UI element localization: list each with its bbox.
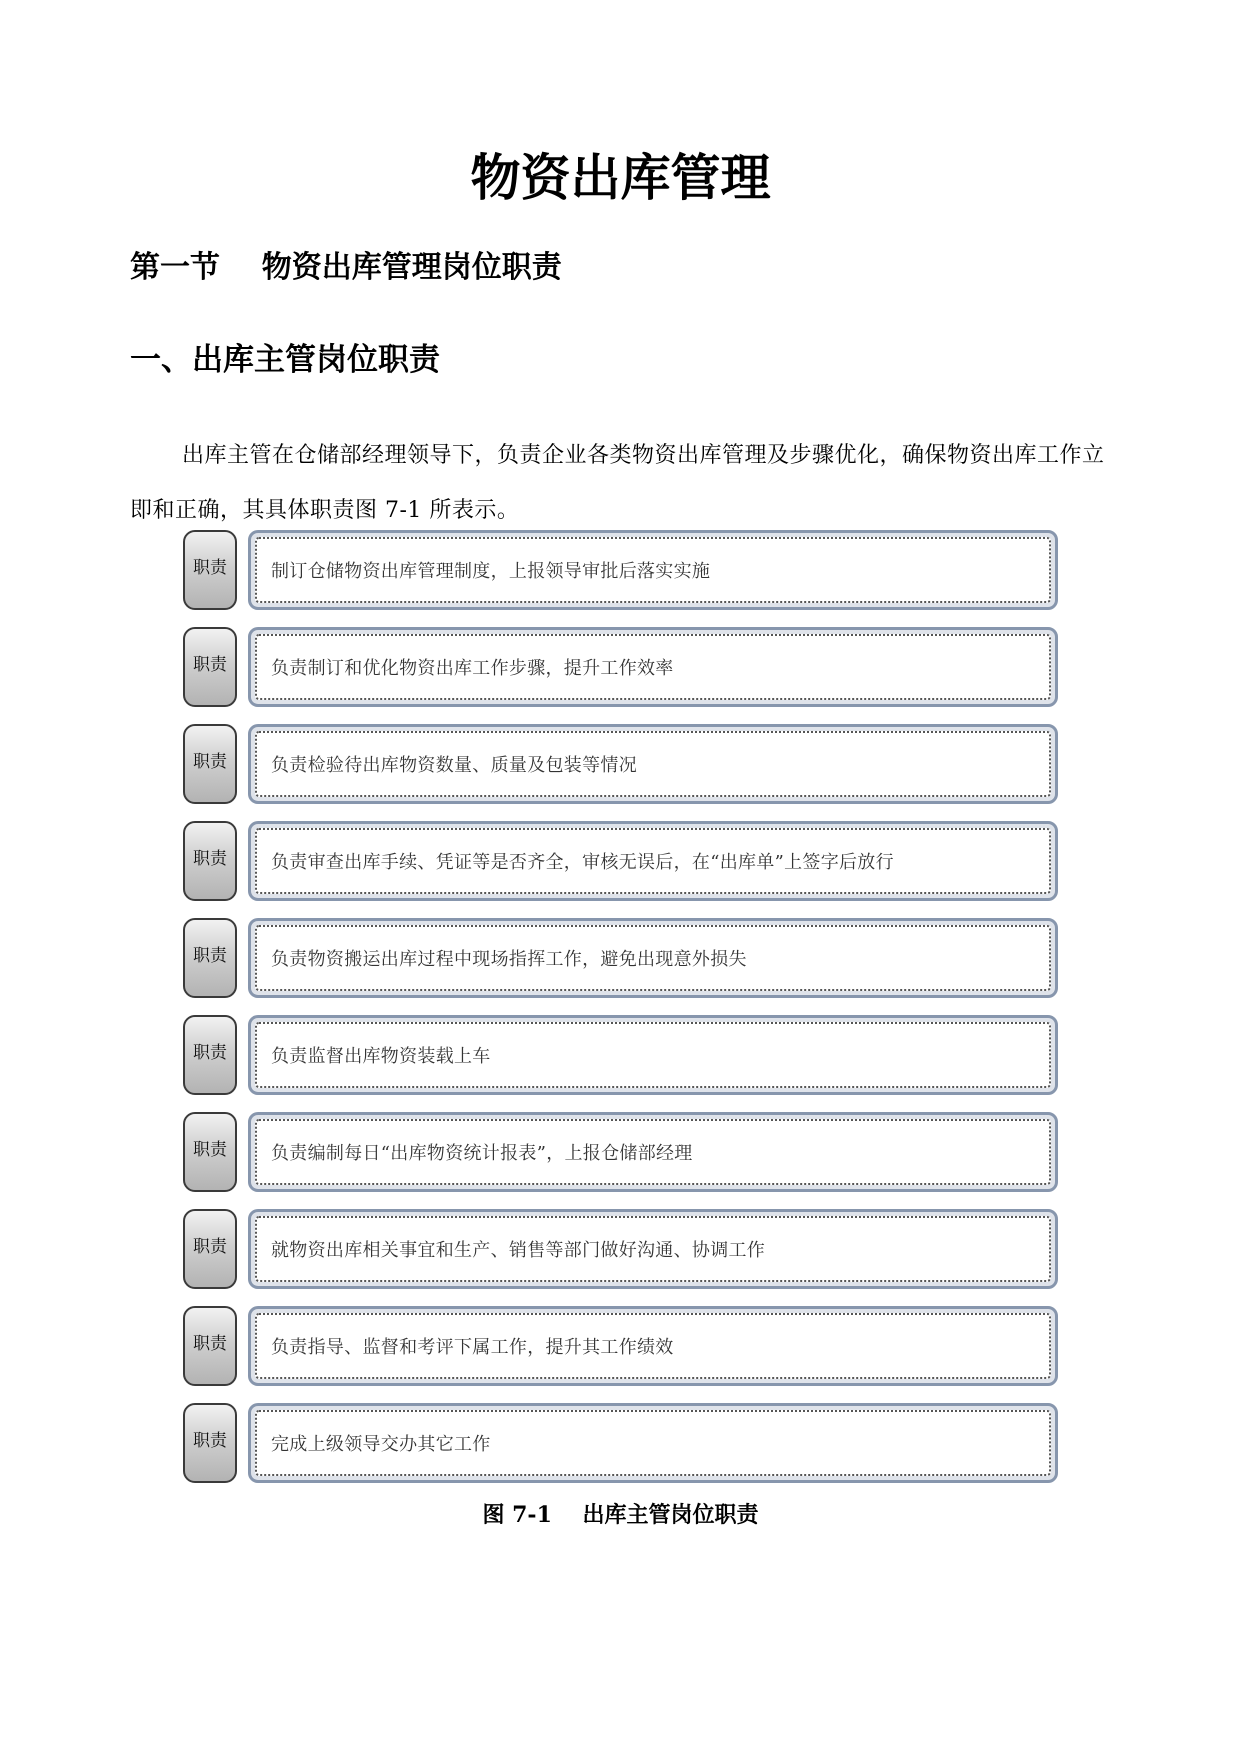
figure-caption: 图 7-1 出库主管岗位职责 bbox=[482, 1502, 759, 1528]
duty-tag-label: 职责 bbox=[193, 1431, 227, 1451]
duty-row bbox=[180, 918, 1065, 1001]
duty-box bbox=[248, 821, 1058, 901]
duty-tag bbox=[183, 1403, 237, 1483]
duty-tag-label: 职责 bbox=[193, 946, 227, 966]
duties-figure bbox=[180, 530, 1065, 1500]
duty-text: 完成上级领导交办其它工作 bbox=[255, 1410, 1051, 1476]
duty-tag bbox=[183, 1015, 237, 1095]
duty-box bbox=[248, 627, 1058, 707]
duty-tag bbox=[183, 1112, 237, 1192]
duty-row bbox=[180, 1112, 1065, 1195]
section-heading: 第一节 物资出库管理岗位职责 bbox=[130, 250, 562, 285]
duty-row bbox=[180, 530, 1065, 613]
duty-tag bbox=[183, 1306, 237, 1386]
duty-row bbox=[180, 1403, 1065, 1486]
duty-box bbox=[248, 918, 1058, 998]
duty-box bbox=[248, 1112, 1058, 1192]
duty-box bbox=[248, 1306, 1058, 1386]
duty-text: 负责编制每日“出库物资统计报表”，上报仓储部经理 bbox=[255, 1119, 1051, 1185]
duty-tag-label: 职责 bbox=[193, 1140, 227, 1160]
duty-text: 负责制订和优化物资出库工作步骤，提升工作效率 bbox=[255, 634, 1051, 700]
duty-tag-label: 职责 bbox=[193, 1334, 227, 1354]
duty-text: 负责审查出库手续、凭证等是否齐全，审核无误后，在“出库单”上签字后放行 bbox=[255, 828, 1051, 894]
duty-text: 负责指导、监督和考评下属工作，提升其工作绩效 bbox=[255, 1313, 1051, 1379]
duty-tag-label: 职责 bbox=[193, 558, 227, 578]
sub-heading: 一、出库主管岗位职责 bbox=[130, 342, 440, 378]
page-title: 物资出库管理 bbox=[470, 148, 771, 207]
intro-paragraph: 出库主管在仓储部经理领导下，负责企业各类物资出库管理及步骤优化，确保物资出库工作立即和正确，其具体职责图 7-1 所表示。 bbox=[130, 443, 1105, 523]
duty-box bbox=[248, 1015, 1058, 1095]
duty-tag bbox=[183, 918, 237, 998]
duty-row bbox=[180, 1306, 1065, 1389]
duty-tag-label: 职责 bbox=[193, 1043, 227, 1063]
duty-tag bbox=[183, 530, 237, 610]
duty-tag bbox=[183, 627, 237, 707]
duty-tag-label: 职责 bbox=[193, 655, 227, 675]
duty-box bbox=[248, 1403, 1058, 1483]
duty-box bbox=[248, 724, 1058, 804]
duty-row bbox=[180, 724, 1065, 807]
duty-tag-label: 职责 bbox=[193, 849, 227, 869]
duty-box bbox=[248, 1209, 1058, 1289]
duty-row bbox=[180, 821, 1065, 904]
duty-text: 负责监督出库物资装载上车 bbox=[255, 1022, 1051, 1088]
duty-tag-label: 职责 bbox=[193, 1237, 227, 1257]
duty-text: 负责检验待出库物资数量、质量及包装等情况 bbox=[255, 731, 1051, 797]
duty-text: 就物资出库相关事宜和生产、销售等部门做好沟通、协调工作 bbox=[255, 1216, 1051, 1282]
duty-tag bbox=[183, 724, 237, 804]
duty-row bbox=[180, 1209, 1065, 1292]
duty-box bbox=[248, 530, 1058, 610]
duty-row bbox=[180, 1015, 1065, 1098]
duty-tag bbox=[183, 1209, 237, 1289]
duty-text: 制订仓储物资出库管理制度，上报领导审批后落实实施 bbox=[255, 537, 1051, 603]
duty-tag-label: 职责 bbox=[193, 752, 227, 772]
duty-row bbox=[180, 627, 1065, 710]
duty-text: 负责物资搬运出库过程中现场指挥工作，避免出现意外损失 bbox=[255, 925, 1051, 991]
duty-tag bbox=[183, 821, 237, 901]
